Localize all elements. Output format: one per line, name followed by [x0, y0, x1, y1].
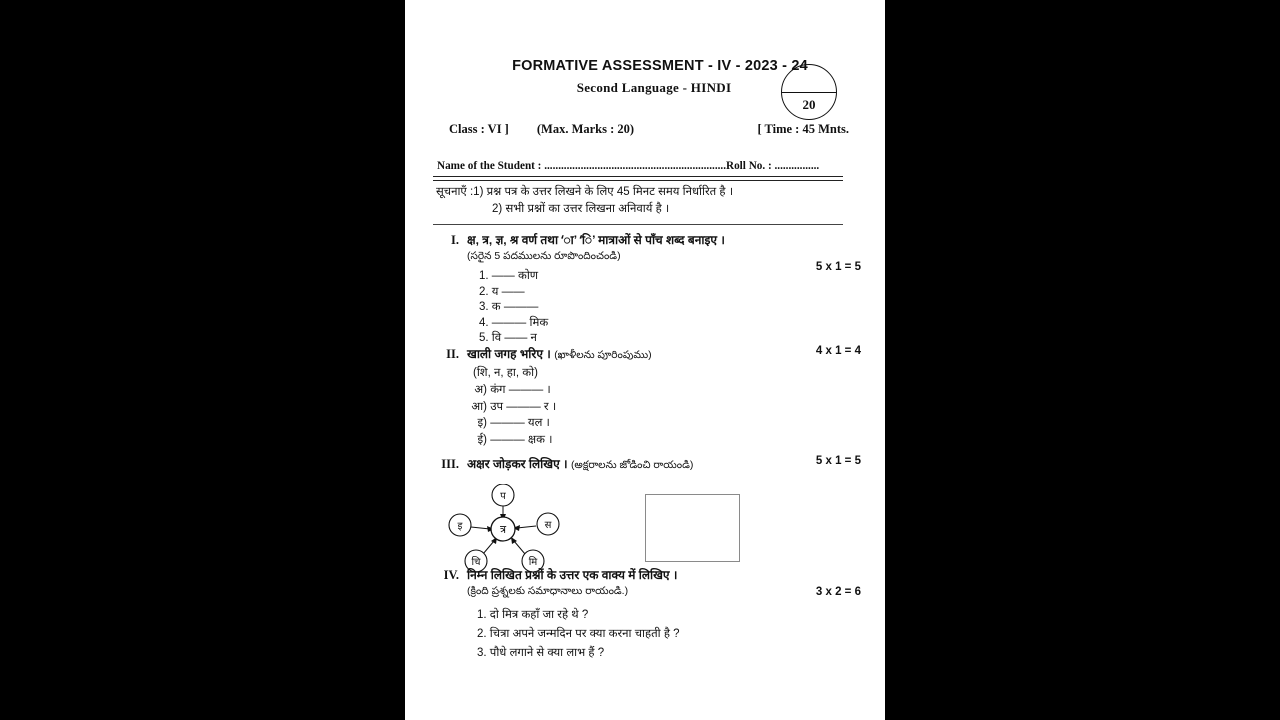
- fill-option-text: उप ——— र ।: [490, 400, 557, 413]
- question-3: [433, 455, 861, 574]
- diagram-node-label-bottom-right: मि: [528, 557, 538, 568]
- list-item: 3. क ———: [479, 301, 539, 313]
- question-2-text: [467, 345, 652, 364]
- total-marks-value: 20: [802, 97, 816, 113]
- student-name-line: Name of the Student : .................................................................Roll No. : ................: [437, 160, 820, 172]
- fill-option-label: आ): [471, 400, 487, 413]
- list-item: 1. —— कोण: [479, 270, 539, 282]
- arrow-line-bottom-left: [483, 541, 494, 554]
- question-4-number: IV.: [443, 568, 459, 582]
- header-rule-top: [433, 176, 843, 177]
- diagram-node-label-left: इ: [457, 521, 463, 532]
- list-item: 2. चित्रा अपने जन्मदिन पर क्या करना चाहती है ?: [477, 628, 680, 640]
- list-item: [465, 432, 853, 449]
- exam-meta-row: [449, 122, 849, 137]
- question-2-hindi: खाली जगह भरिए ।: [467, 347, 551, 361]
- question-2-number: II.: [446, 347, 459, 361]
- instruction-line-2: [436, 201, 846, 218]
- question-2-wordbank: (शि, न, हा, को): [473, 367, 538, 379]
- fill-option-text: ——— यल ।: [490, 417, 550, 429]
- question-1-number: I.: [451, 233, 459, 247]
- question-4-marks: 3 x 2 = 6: [815, 586, 861, 598]
- fill-option-label: ई): [477, 433, 487, 446]
- list-item: 4. ——— मिक: [479, 316, 549, 329]
- page-title: FORMATIVE ASSESSMENT - IV - 2023 - 24: [512, 58, 808, 74]
- question-4-telugu: (క్రింది ప్రశ్నలకు సమాధానాలు రాయండి.): [467, 585, 629, 597]
- question-1-text: क्ष, त्र, ज्ञ, श्र वर्ण तथा ‘ा’ ‘ि’ मात्राओं से पाँच शब्द बनाइए ।: [467, 233, 725, 247]
- list-item: 1. दो मित्र कहाँ जा रहे थे ?: [477, 609, 589, 621]
- question-1-head: [433, 231, 853, 248]
- paper-sheet: [405, 0, 885, 720]
- class-label: Class : VI ]: [449, 122, 509, 136]
- instructions-label: सूचनाएँ :1): [436, 186, 484, 198]
- diagram-node-label-bottom-left: चि: [471, 557, 481, 568]
- total-marks-badge: [781, 64, 837, 120]
- question-1-telugu: (సరైన 5 పదములను రూపొందించండి): [467, 250, 621, 262]
- instruction-line-1: [436, 184, 846, 201]
- question-3-diagram: [433, 484, 853, 574]
- instruction-1-text: प्रश्न पत्र के उत्तर लिखने के लिए 45 मिनट समय निर्धारित है ।: [486, 186, 734, 198]
- list-item: [465, 415, 853, 432]
- arrow-line-left: [471, 527, 490, 529]
- instructions-block: [436, 184, 846, 218]
- question-3-telugu: (అక్షరాలను జోడించి రాయండి): [570, 459, 694, 471]
- list-item: [465, 399, 853, 416]
- question-1: [433, 231, 861, 347]
- diagram-center-label: त्र: [499, 524, 507, 536]
- fill-option-label: इ): [477, 417, 487, 429]
- diagram-node-label-right: स: [544, 520, 552, 531]
- max-marks-label: (Max. Marks : 20): [536, 122, 635, 136]
- fill-option-label: अ): [474, 384, 487, 396]
- question-1-items: [479, 269, 853, 347]
- question-3-head: [433, 455, 853, 474]
- question-3-marks: 5 x 1 = 5: [815, 455, 861, 467]
- question-2-telugu: (ఖాళీలను పూరింపుము): [554, 349, 652, 361]
- question-1-marks: 5 x 1 = 5: [815, 261, 861, 273]
- paper-subtitle: Second Language - HINDI: [576, 80, 732, 95]
- question-3-text: [467, 455, 693, 474]
- fill-option-text: कंग ——— ।: [490, 384, 551, 396]
- instruction-2-number: 2): [492, 203, 503, 215]
- arrow-line-bottom-right: [514, 541, 525, 554]
- akshar-join-diagram: [433, 484, 633, 574]
- header-rule-bottom: [433, 180, 843, 181]
- list-item: 3. पौधे लगाने से क्या लाभ हैं ?: [477, 647, 605, 659]
- question-2-head: [433, 345, 853, 364]
- answer-box[interactable]: [645, 494, 740, 562]
- question-3-hindi: अक्षर जोड़कर लिखिए ।: [467, 457, 568, 471]
- instructions-rule: [433, 224, 843, 225]
- instruction-2-text: सभी प्रश्नों का उत्तर लिखना अनिवार्य है ।: [505, 203, 670, 215]
- question-4-text: निम्न लिखित प्रश्नों के उत्तर एक वाक्य में लिखिए ।: [467, 568, 678, 582]
- question-2: [433, 345, 861, 448]
- list-item: 2. य ——: [479, 285, 525, 298]
- exam-paper-page: [405, 0, 885, 720]
- question-2-fills: [465, 382, 853, 448]
- question-4-head: [433, 566, 853, 583]
- fill-option-text: ——— क्षक ।: [490, 433, 553, 446]
- time-label: [ Time : 45 Mnts.: [757, 122, 849, 136]
- question-3-number: III.: [441, 457, 459, 471]
- list-item: [465, 382, 853, 399]
- list-item: 5. वि —— न: [479, 332, 537, 344]
- question-4-items: [477, 606, 853, 663]
- question-2-marks: 4 x 1 = 4: [815, 345, 861, 357]
- question-4: [433, 566, 861, 663]
- arrow-line-right: [517, 526, 536, 528]
- diagram-node-label-top: प: [500, 491, 506, 502]
